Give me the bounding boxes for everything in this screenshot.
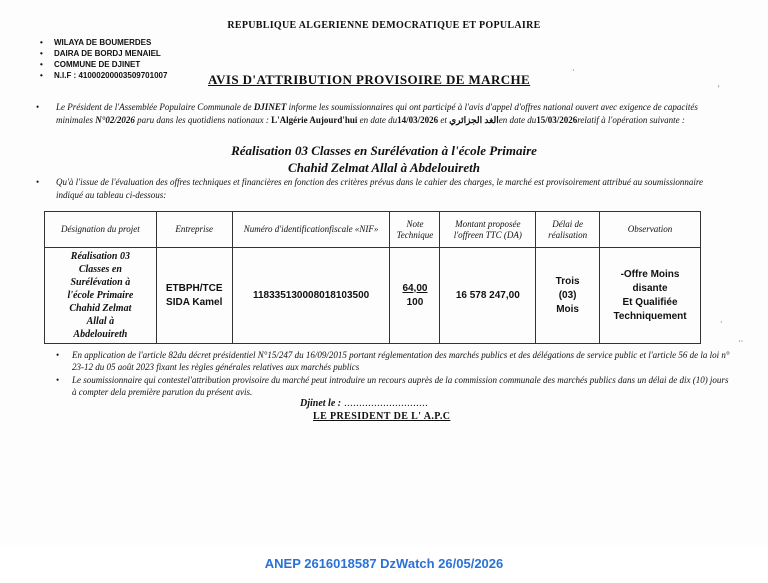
bullet-icon: • — [36, 102, 40, 112]
legal-notes — [72, 349, 732, 399]
cell-montant: 16 578 247,00 — [440, 248, 536, 344]
table-row — [45, 248, 701, 344]
cell-note — [390, 248, 440, 344]
table-header-row — [45, 212, 701, 248]
header-nif: • N.I.F : 41000200003509701007 — [40, 70, 167, 81]
header-daira: • DAIRA DE BORDJ MENAIEL — [40, 48, 167, 59]
col-observation: Observation — [600, 212, 701, 248]
col-designation: Désignation du projet — [45, 212, 157, 248]
evaluation-paragraph: • Qu'à l'issue de l'évaluation des offres techniques et financières en fonction des critères prévus dans le cahier des charges, le marché est provisoirement attribué au soumissionnaire indiqué au tableau ci-dessous: — [36, 177, 703, 200]
note-max: 100 — [406, 296, 424, 308]
cell-nif: 118335130008018103500 — [232, 248, 390, 344]
col-entreprise: Entreprise — [156, 212, 232, 248]
bullet-icon: • — [36, 177, 40, 187]
cell-observation: -Offre Moins disante Et Qualifiée Techniquement — [600, 248, 701, 344]
anep-reference: ANEP 2616018587 DzWatch 26/05/2026 — [264, 556, 504, 571]
place-date-line: Djinet le : ............................ — [300, 398, 429, 409]
col-montant: Montant proposée l'offreen TTC (DA) — [440, 212, 536, 248]
award-table — [44, 211, 701, 344]
cell-delai: Trois (03) Mois — [536, 248, 600, 344]
operation-title-line1: Réalisation 03 Classes en Surélévation à l'école Primaire — [231, 143, 537, 158]
scan-mark: · — [720, 318, 723, 327]
legal-note-article: • En application de l'article 82du décret présidentiel N°15/247 du 16/09/2015 portant réglementation des marchés publics et des délégations de service public et l'article 56 de la loi n° 23-12 du 05 août 2023 fixant les règles générales relatives aux marchés publics — [72, 349, 732, 373]
legal-note-recours: • Le soumissionnaire qui contestel'attribution provisoire du marché peut introduire un recours auprès de la commission communale des marchés publics dans un délai de dix (10) jours à compter dela première parution du présent avis. — [72, 374, 732, 398]
intro-paragraph: • Le Président de l'Assemblée Populaire Communale de DJINET informe les soumissionnaires qui ont participé à l'avis d'appel d'offres national ouvert avec exigence de capacités minimales N°02/2026 paru dans les quotidiens nationaux : L'Algérie Aujourd'hui en date du14/03/2026 et الغد الجزائريen date du15/03/2026relatif à l'opération suivante : — [36, 102, 698, 125]
cell-entreprise: ETBPH/TCE SIDA Kamel — [156, 248, 232, 344]
signatory: LE PRESIDENT DE L' A.P.C — [313, 411, 451, 422]
header-commune: • COMMUNE DE DJINET — [40, 59, 167, 70]
republic-header: REPUBLIQUE ALGERIENNE DEMOCRATIQUE ET POPULAIRE — [227, 20, 541, 31]
operation-title-line2: Chahid Zelmat Allal à Abdelouireth — [288, 160, 480, 175]
administrative-header — [40, 37, 167, 81]
cell-designation: Réalisation 03 Classes en Surélévation à l'école Primaire Chahid Zelmat Allal à Abdelouireth — [45, 248, 157, 344]
col-delai: Délai de réalisation — [536, 212, 600, 248]
scan-mark: ·· — [738, 337, 744, 346]
col-nif: Numéro d'identificationfiscale «NIF» — [232, 212, 390, 248]
scan-mark: ' — [718, 84, 720, 93]
scan-mark: · — [572, 66, 575, 75]
col-note: Note Technique — [390, 212, 440, 248]
header-wilaya: • WILAYA DE BOUMERDES — [40, 37, 167, 48]
note-score: 64,00 — [402, 282, 428, 294]
notice-title: AVIS D'ATTRIBUTION PROVISOIRE DE MARCHE — [208, 72, 531, 87]
